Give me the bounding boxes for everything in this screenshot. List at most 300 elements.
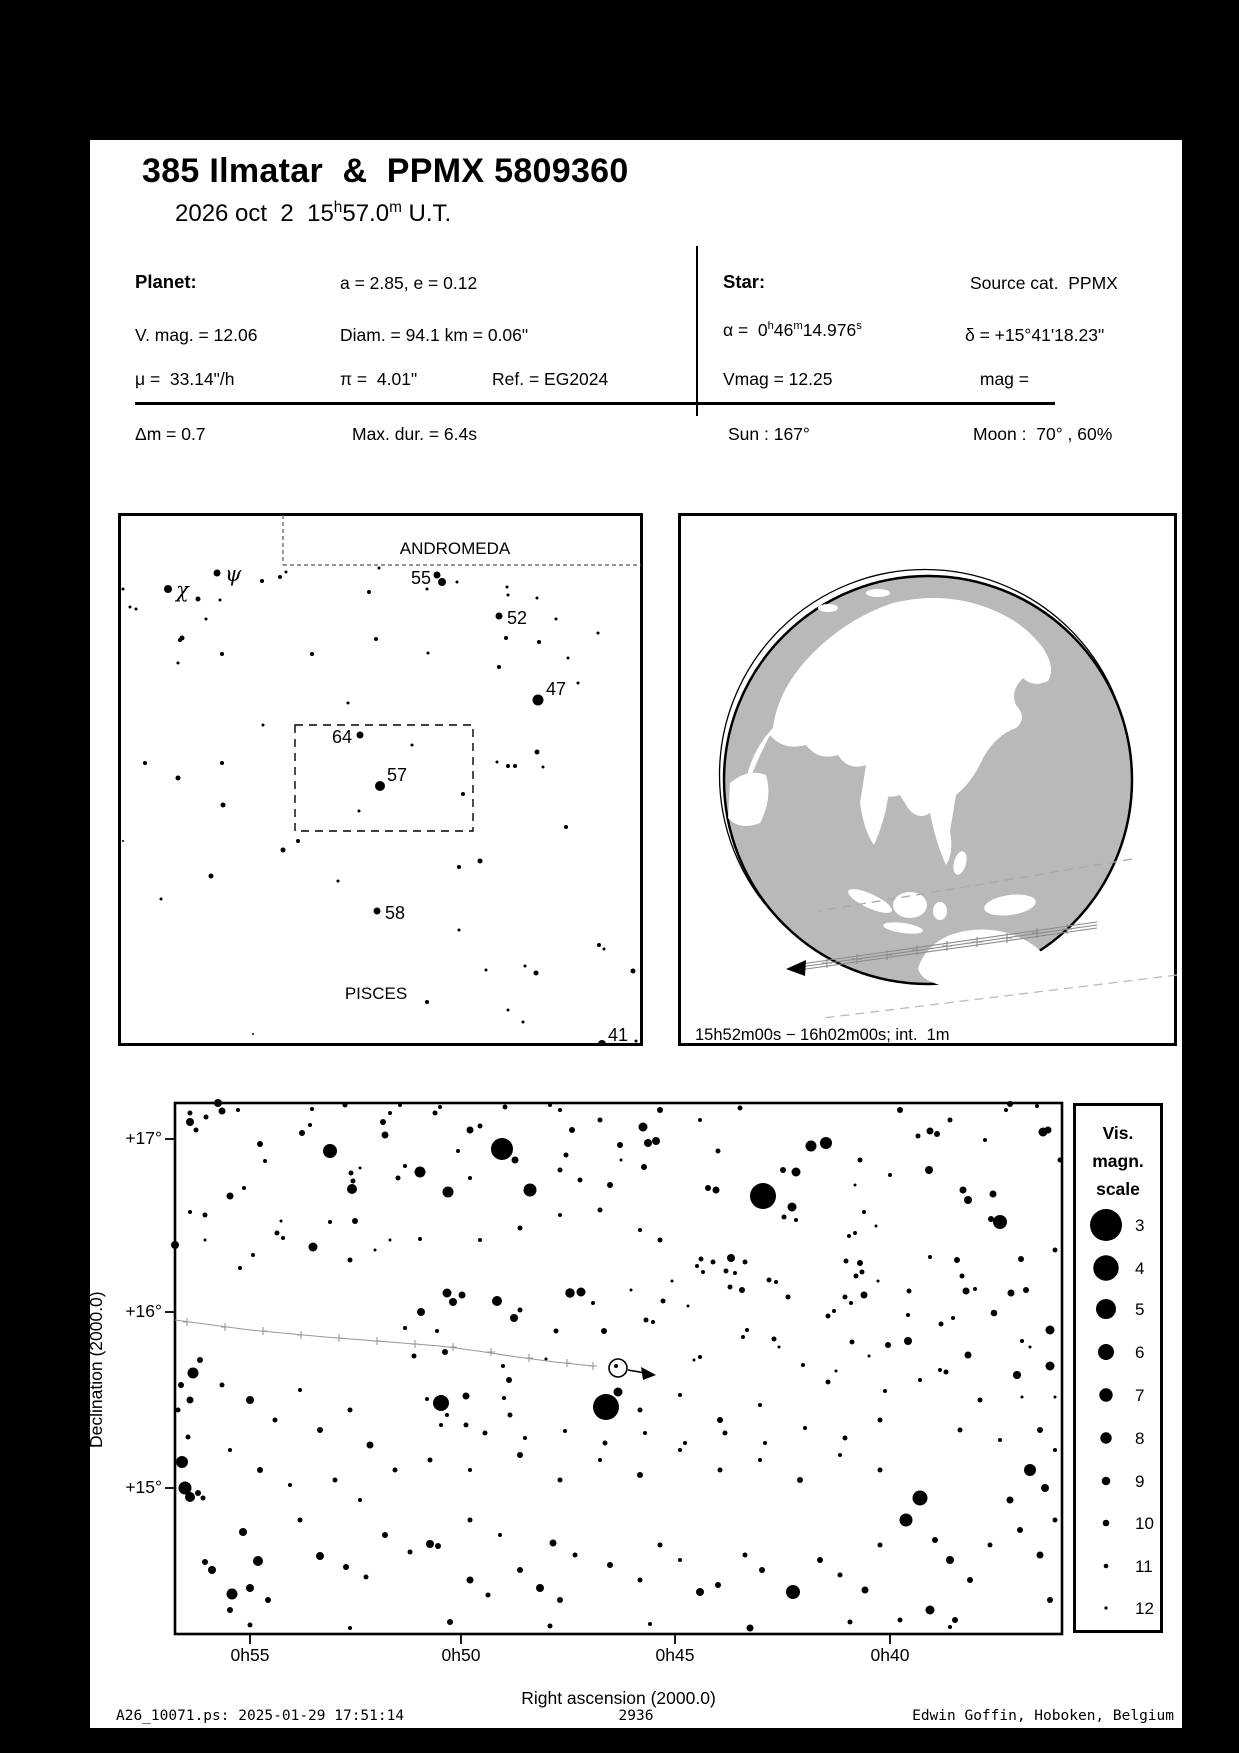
star-dot bbox=[443, 1187, 454, 1198]
star-dot bbox=[678, 1393, 682, 1397]
star-dot bbox=[246, 1584, 254, 1592]
star-dot bbox=[952, 1617, 958, 1623]
star-dot bbox=[687, 1305, 690, 1308]
star-dot bbox=[661, 1299, 666, 1304]
star-dot bbox=[617, 1142, 623, 1148]
labeled-star-dot bbox=[357, 732, 364, 739]
star-dot bbox=[176, 776, 181, 781]
star-dot bbox=[262, 724, 265, 727]
star-dot bbox=[644, 1139, 652, 1147]
star-dot bbox=[310, 652, 314, 656]
star-dot bbox=[310, 1107, 314, 1111]
star-dot bbox=[433, 1111, 438, 1116]
star-dot bbox=[459, 1292, 466, 1299]
star-dot bbox=[343, 1103, 348, 1108]
event-datetime: 2026 oct 2 15$^h$57.0$^m$ U.T. bbox=[175, 199, 452, 227]
star-dot bbox=[504, 636, 508, 640]
star-dot bbox=[918, 1378, 922, 1382]
x-axis-label: Right ascension (2000.0) bbox=[521, 1688, 716, 1708]
star-dot bbox=[197, 1357, 203, 1363]
star-dot bbox=[524, 965, 527, 968]
star-dot bbox=[467, 1127, 474, 1134]
legend-mag-value: 3 bbox=[1135, 1216, 1145, 1235]
star-dot bbox=[878, 1418, 883, 1423]
star-dot bbox=[630, 1289, 633, 1292]
star-dot bbox=[374, 1249, 377, 1252]
star-dot bbox=[1053, 1448, 1057, 1452]
star-dot bbox=[186, 1118, 194, 1126]
star-dot bbox=[523, 1436, 527, 1440]
star-dot bbox=[948, 1118, 953, 1123]
star-dot bbox=[1020, 1339, 1024, 1343]
moon-info: Moon : 70° , 60% bbox=[973, 424, 1113, 444]
star-dot bbox=[491, 1138, 513, 1160]
star-dot bbox=[648, 1622, 652, 1626]
star-dot bbox=[498, 1533, 502, 1537]
star-dot bbox=[778, 1346, 781, 1349]
star-dot bbox=[875, 1225, 878, 1228]
star-dot bbox=[967, 1577, 973, 1583]
star-dot bbox=[850, 1340, 855, 1345]
star-dot bbox=[862, 1210, 866, 1214]
star-dot bbox=[973, 1287, 977, 1291]
star-dot bbox=[803, 1426, 807, 1430]
table-rule bbox=[135, 402, 1055, 405]
star-dot bbox=[438, 1105, 442, 1109]
star-dot bbox=[298, 1388, 302, 1392]
star-dot bbox=[1007, 1101, 1013, 1107]
star-dot bbox=[1007, 1497, 1014, 1504]
star-dot bbox=[285, 571, 288, 574]
legend-dot bbox=[1096, 1299, 1116, 1319]
star-dot bbox=[651, 1320, 655, 1324]
star-dot bbox=[926, 1606, 935, 1615]
star-dot bbox=[1045, 1127, 1052, 1134]
star-dot bbox=[885, 1342, 891, 1348]
star-dot bbox=[337, 880, 340, 883]
legend-title-3: scale bbox=[1096, 1179, 1140, 1199]
star-dot bbox=[993, 1215, 1007, 1229]
star-dot bbox=[932, 1537, 938, 1543]
column-divider bbox=[696, 246, 698, 416]
star-dot bbox=[185, 1492, 195, 1502]
star-dot bbox=[359, 1167, 362, 1170]
star-dot bbox=[492, 1296, 502, 1306]
star-dot bbox=[456, 1149, 460, 1153]
legend-mag-value: 9 bbox=[1135, 1472, 1145, 1491]
star-dot bbox=[963, 1288, 970, 1295]
star-dot bbox=[788, 1203, 797, 1212]
chart-frame bbox=[175, 1103, 1062, 1634]
star-dot bbox=[1047, 1597, 1053, 1603]
star-dot bbox=[715, 1582, 721, 1588]
star-dot bbox=[435, 1543, 441, 1549]
star-dot bbox=[835, 1370, 838, 1373]
labeled-star-dot bbox=[374, 908, 381, 915]
star-dot bbox=[382, 1132, 389, 1139]
star-dot bbox=[219, 599, 222, 602]
star-dot bbox=[1023, 1287, 1029, 1293]
star-dot bbox=[991, 1310, 998, 1317]
star-dot bbox=[535, 750, 540, 755]
star-dot bbox=[658, 1543, 663, 1548]
star-dot bbox=[637, 1472, 643, 1478]
legend-mag-value: 11 bbox=[1135, 1557, 1153, 1576]
star-dot bbox=[242, 1186, 246, 1190]
legend-dot bbox=[1099, 1388, 1112, 1401]
star-dot bbox=[558, 1478, 563, 1483]
star-dot bbox=[196, 597, 201, 602]
xtick-0h50: 0h50 bbox=[441, 1645, 481, 1665]
star-dot bbox=[467, 1577, 474, 1584]
star-dot bbox=[786, 1585, 800, 1599]
star-dot bbox=[750, 1183, 776, 1209]
star-dot bbox=[425, 1397, 429, 1401]
star-dot bbox=[960, 1274, 965, 1279]
star-dot bbox=[988, 1216, 994, 1222]
star-dot bbox=[485, 969, 488, 972]
star-dot bbox=[934, 1131, 940, 1137]
star-dot bbox=[508, 1413, 513, 1418]
sun-elongation: Sun : 167° bbox=[728, 424, 810, 444]
star-dot bbox=[1018, 1256, 1024, 1262]
star-dot bbox=[565, 1288, 574, 1297]
star-dot bbox=[598, 1118, 603, 1123]
star-dot bbox=[1035, 1104, 1039, 1108]
star-dot bbox=[716, 1149, 721, 1154]
planet-ref: Ref. = EG2024 bbox=[492, 369, 609, 389]
star-dot bbox=[260, 579, 264, 583]
star-dot bbox=[1058, 1158, 1063, 1163]
star-dot bbox=[577, 1288, 586, 1297]
constellation-label-pisces: PISCES bbox=[344, 984, 408, 1003]
star-dot bbox=[435, 1329, 439, 1333]
star-dot bbox=[711, 1260, 716, 1265]
star-label: Star: bbox=[723, 271, 766, 292]
star-dot bbox=[767, 1278, 772, 1283]
star-dot bbox=[723, 1431, 728, 1436]
star-dot bbox=[209, 874, 214, 879]
max-duration: Max. dur. = 6.4s bbox=[352, 424, 477, 444]
star-label: 58 bbox=[385, 903, 406, 923]
star-dot bbox=[548, 1624, 553, 1629]
legend-mag-value: 6 bbox=[1135, 1343, 1145, 1362]
footer-filename: A26_10071.ps: 2025-01-29 17:51:14 bbox=[116, 1708, 405, 1724]
y-axis-label: Declination (2000.0) bbox=[86, 1291, 106, 1449]
xtick-0h55: 0h55 bbox=[230, 1645, 270, 1665]
star-dot bbox=[597, 943, 601, 947]
star-dot bbox=[201, 1496, 206, 1501]
star-dot bbox=[309, 1243, 318, 1252]
legend-dot bbox=[1104, 1564, 1109, 1569]
star-dot bbox=[506, 764, 510, 768]
star-dot bbox=[1053, 1248, 1058, 1253]
star-dot bbox=[263, 1159, 267, 1163]
star-dot bbox=[517, 1567, 523, 1573]
star-dot bbox=[614, 1388, 623, 1397]
star-dot bbox=[296, 839, 300, 843]
star-dot bbox=[747, 1625, 754, 1632]
star-dot bbox=[524, 1184, 537, 1197]
star-dot bbox=[1046, 1326, 1055, 1335]
star-dot bbox=[794, 1218, 798, 1222]
star-dot bbox=[428, 1458, 433, 1463]
star-dot bbox=[853, 1231, 857, 1235]
star-dot bbox=[1008, 1290, 1015, 1297]
star-dot bbox=[503, 1105, 508, 1110]
star-dot bbox=[403, 1164, 407, 1168]
star-dot bbox=[759, 1567, 765, 1573]
star-dot bbox=[220, 652, 224, 656]
star-dot bbox=[998, 1438, 1002, 1442]
star-dot bbox=[351, 1179, 356, 1184]
star-dot bbox=[948, 1625, 952, 1629]
xtick-0h40: 0h40 bbox=[870, 1645, 910, 1665]
star-dot bbox=[564, 1153, 569, 1158]
star-dot bbox=[358, 1498, 362, 1502]
star-dot bbox=[248, 1623, 253, 1628]
star-dot bbox=[478, 859, 483, 864]
star-dot bbox=[281, 1236, 285, 1240]
star-dot bbox=[780, 1167, 786, 1173]
star-dot bbox=[728, 1285, 733, 1290]
star-dot bbox=[817, 1557, 823, 1563]
planet-pi: π = 4.01" bbox=[340, 369, 418, 389]
star-dot bbox=[171, 1241, 179, 1249]
star-dot bbox=[548, 1103, 552, 1107]
star-dot bbox=[763, 1441, 767, 1445]
star-dot bbox=[176, 1408, 181, 1413]
star-dot bbox=[638, 1578, 643, 1583]
star-dot bbox=[990, 1191, 997, 1198]
star-dot bbox=[635, 1040, 638, 1043]
star-dot bbox=[849, 1301, 853, 1305]
star-dot bbox=[1021, 1396, 1024, 1399]
star-dot bbox=[843, 1436, 848, 1441]
legend-mag-value: 7 bbox=[1135, 1386, 1145, 1405]
star-dot bbox=[745, 1328, 749, 1332]
star-dot bbox=[878, 1543, 883, 1548]
star-dot bbox=[601, 1328, 607, 1334]
star-dot bbox=[513, 764, 517, 768]
sulawesi bbox=[933, 902, 947, 920]
star-dot bbox=[461, 792, 465, 796]
star-dot bbox=[393, 1468, 398, 1473]
star-dot bbox=[701, 1270, 705, 1274]
star-dot bbox=[288, 1483, 292, 1487]
tasmania bbox=[1006, 1003, 1018, 1011]
star-dot bbox=[439, 1423, 443, 1427]
star-dot bbox=[607, 1182, 613, 1188]
star-dot bbox=[299, 1130, 305, 1136]
star-dot bbox=[639, 1123, 648, 1132]
star-dot bbox=[951, 1316, 955, 1320]
star-dot bbox=[545, 1358, 548, 1361]
legend-title-2: magn. bbox=[1092, 1151, 1144, 1171]
star-delta: δ = +15°41'18.23" bbox=[965, 325, 1105, 345]
star-dot bbox=[603, 948, 606, 951]
star-dot bbox=[727, 1254, 735, 1262]
star-dot bbox=[1017, 1527, 1023, 1533]
star-dot bbox=[542, 766, 545, 769]
star-dot bbox=[388, 1111, 392, 1115]
star-dot bbox=[678, 1448, 682, 1452]
star-dot bbox=[367, 590, 371, 594]
star-dot bbox=[883, 1389, 887, 1393]
star-dot bbox=[792, 1168, 801, 1177]
star-dot bbox=[518, 1226, 523, 1231]
star-dot bbox=[522, 1021, 525, 1024]
arctic-island-1 bbox=[818, 604, 838, 612]
star-label: 41 bbox=[608, 1025, 629, 1045]
star-dot bbox=[257, 1141, 263, 1147]
star-dot bbox=[364, 1575, 369, 1580]
star-dot bbox=[916, 1134, 921, 1139]
star-dot bbox=[323, 1144, 337, 1158]
star-dot bbox=[558, 1108, 562, 1112]
star-dot bbox=[160, 898, 163, 901]
star-dot bbox=[678, 1558, 682, 1562]
star-dot bbox=[348, 1626, 352, 1630]
star-dot bbox=[398, 1103, 402, 1107]
star-dot bbox=[944, 1370, 949, 1375]
star-dot bbox=[858, 1158, 863, 1163]
star-dot bbox=[1054, 1396, 1057, 1399]
page-title: 385 Ilmatar & PPMX 5809360 bbox=[142, 152, 629, 190]
star-dot bbox=[220, 1383, 225, 1388]
star-dot bbox=[347, 702, 350, 705]
star-dot bbox=[177, 662, 180, 665]
star-dot bbox=[1004, 1108, 1008, 1112]
star-dot bbox=[265, 1597, 271, 1603]
star-dot bbox=[143, 761, 147, 765]
legend-mag-value: 12 bbox=[1135, 1599, 1154, 1618]
star-dot bbox=[411, 744, 414, 747]
star-dot bbox=[507, 1009, 510, 1012]
planet-label: Planet: bbox=[135, 271, 197, 292]
star-dot bbox=[389, 1239, 392, 1242]
star-dot bbox=[239, 1528, 247, 1536]
star-dot bbox=[358, 810, 361, 813]
ytick-15: +15° bbox=[125, 1477, 162, 1497]
star-dot bbox=[854, 1184, 857, 1187]
star-dot bbox=[298, 1518, 303, 1523]
globe-map-svg bbox=[678, 513, 1177, 1046]
legend-dot bbox=[1100, 1432, 1111, 1443]
star-dot bbox=[396, 1176, 401, 1181]
star-dot bbox=[205, 618, 208, 621]
star-dot bbox=[187, 1397, 194, 1404]
star-dot bbox=[447, 1619, 453, 1625]
star-dot bbox=[658, 1238, 663, 1243]
star-dot bbox=[308, 1123, 312, 1127]
star-dot bbox=[843, 1295, 848, 1300]
star-vmag: Vmag = 12.25 bbox=[723, 369, 833, 389]
star-mag: mag = bbox=[975, 369, 1029, 389]
star-dot bbox=[644, 1318, 649, 1323]
star-dot bbox=[801, 1363, 805, 1367]
star-dot bbox=[638, 1228, 642, 1232]
star-dot bbox=[512, 1157, 519, 1164]
finder-frame bbox=[120, 515, 642, 1045]
paper-sheet bbox=[86, 140, 1182, 1728]
star-dot bbox=[838, 1453, 842, 1457]
star-label: 52 bbox=[507, 608, 528, 628]
star-dot bbox=[718, 1468, 723, 1473]
star-dot bbox=[219, 1108, 226, 1115]
star-dot bbox=[316, 1552, 324, 1560]
star-dot bbox=[652, 1137, 660, 1145]
star-alpha: α = 0$^h$46$^m$14.976$^s$ bbox=[723, 320, 862, 340]
legend-dot bbox=[1102, 1477, 1111, 1486]
star-dot bbox=[643, 1431, 647, 1435]
star-dot bbox=[227, 1193, 234, 1200]
star-dot bbox=[847, 1234, 851, 1238]
star-dot bbox=[227, 1607, 233, 1613]
star-dot bbox=[1046, 1362, 1055, 1371]
star-dot bbox=[578, 1178, 583, 1183]
star-dot bbox=[696, 1588, 704, 1596]
star-dot bbox=[860, 1270, 865, 1275]
legend-title-1: Vis. bbox=[1102, 1123, 1134, 1143]
star-dot bbox=[238, 1266, 242, 1270]
star-dot bbox=[683, 1441, 687, 1445]
star-dot bbox=[412, 1354, 417, 1359]
star-dot bbox=[456, 581, 459, 584]
footer-author: Edwin Goffin, Hoboken, Belgium bbox=[912, 1708, 1174, 1724]
star-dot bbox=[557, 1597, 563, 1603]
star-dot bbox=[221, 803, 226, 808]
star-dot bbox=[558, 1213, 562, 1217]
star-dot bbox=[593, 1394, 619, 1420]
star-dot bbox=[501, 1364, 505, 1368]
star-dot bbox=[558, 1168, 563, 1173]
star-dot bbox=[445, 1413, 449, 1417]
star-dot bbox=[449, 1298, 457, 1306]
star-dot bbox=[208, 1566, 216, 1574]
star-dot bbox=[403, 1326, 407, 1330]
star-dot bbox=[868, 1355, 871, 1358]
footer-page-number: 2936 bbox=[618, 1708, 654, 1724]
star-dot bbox=[906, 1313, 910, 1317]
star-dot bbox=[772, 1337, 777, 1342]
legend-mag-value: 4 bbox=[1135, 1259, 1145, 1278]
star-dot bbox=[671, 1280, 674, 1283]
star-dot bbox=[877, 1280, 880, 1283]
star-dot bbox=[478, 1124, 483, 1129]
star-dot bbox=[408, 1550, 413, 1555]
legend-dot bbox=[1098, 1344, 1114, 1360]
star-dot bbox=[797, 1477, 803, 1483]
star-dot bbox=[782, 1215, 787, 1220]
star-dot bbox=[838, 1573, 843, 1578]
star-dot bbox=[468, 1518, 473, 1523]
star-dot bbox=[897, 1107, 903, 1113]
star-dot bbox=[257, 1467, 263, 1473]
star-dot bbox=[832, 1309, 836, 1313]
star-label: 57 bbox=[387, 765, 408, 785]
star-dot bbox=[510, 1314, 518, 1322]
star-dot bbox=[536, 597, 539, 600]
star-dot bbox=[965, 1352, 972, 1359]
star-dot bbox=[786, 1295, 791, 1300]
star-dot bbox=[928, 1255, 932, 1259]
constellation-label-andromeda: ANDROMEDA bbox=[399, 539, 511, 558]
star-dot bbox=[506, 586, 509, 589]
star-dot bbox=[252, 1033, 254, 1035]
star-dot bbox=[417, 1308, 425, 1316]
star-dot bbox=[135, 608, 138, 611]
